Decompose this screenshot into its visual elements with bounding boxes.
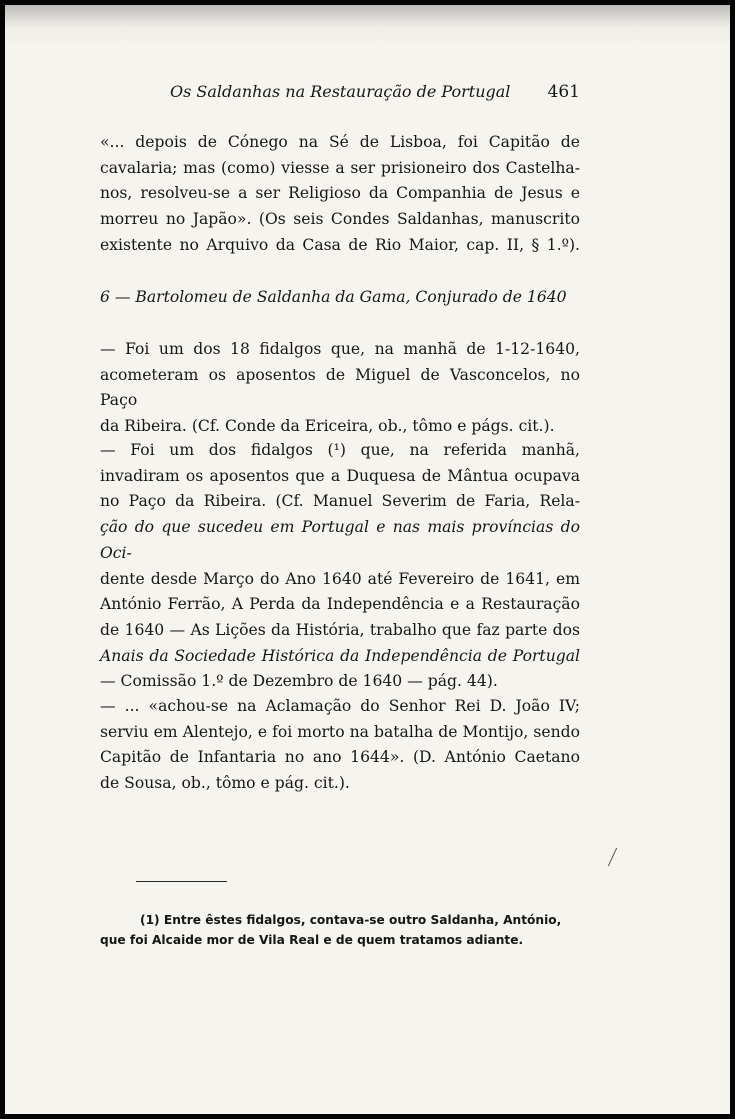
running-header: [100, 82, 580, 106]
paragraph-conspiracy: [100, 337, 580, 440]
text-line: cavalaria; mas (como) viesse a ser prisioneiro dos Castelha-: [100, 158, 580, 177]
scan-shadow: [5, 5, 730, 49]
text-line: nos, resolveu-se a ser Religioso da Companhia de Jesus e: [100, 184, 580, 203]
text-line: — Comissão 1.º de Dezembro de 1640 — pág. 44).: [100, 672, 498, 691]
page-number: 461: [547, 82, 580, 102]
paragraph-acclamation: [100, 694, 580, 797]
text-line: — ... «achou-se na Aclamação do Senhor Rei D. João IV;: [100, 697, 580, 715]
footnote-line: que foi Alcaide mor de Vila Real e de quem tratamos adiante.: [100, 933, 524, 947]
stray-pen-mark: [608, 848, 617, 867]
text-line: ção do que sucedeu em Portugal e nas mais províncias do Oci-: [100, 518, 580, 562]
text-line: invadiram os aposentos que a Duquesa de Mântua ocupava: [100, 466, 580, 485]
text-line: de Sousa, ob., tômo e pág. cit.).: [100, 774, 350, 793]
text-line: Capitão de Infantaria no ano 1644». (D. António Caetano: [100, 748, 580, 767]
footnote-line: (1) Entre êstes fidalgos, contava-se outro Saldanha, António,: [140, 913, 562, 927]
paragraph-monk-captain: [100, 130, 580, 259]
section-heading: 6 — Bartolomeu de Saldanha da Gama, Conjurado de 1640: [100, 288, 567, 306]
text-line: António Ferrão, A Perda da Independência e a Restauração: [100, 595, 580, 614]
paragraph-duchess-mantua: [100, 438, 580, 695]
footnotes: [100, 910, 580, 950]
text-line: — Foi um dos fidalgos (¹) que, na referida manhã,: [100, 441, 580, 459]
footnote-separator: [136, 881, 227, 882]
text-line: existente no Arquivo da Casa de Rio Maior, cap. II, § 1.º).: [100, 235, 580, 254]
text-line: dente desde Março do Ano 1640 até Fevereiro de 1641, em: [100, 569, 580, 588]
running-title: Os Saldanhas na Restauração de Portugal: [170, 82, 511, 101]
text-line: de 1640 — As Lições da História, trabalho que faz parte dos: [100, 620, 580, 639]
text-line: da Ribeira. (Cf. Conde da Ericeira, ob., tômo e págs. cit.).: [100, 417, 555, 436]
book-page: [5, 5, 730, 1114]
text-line: acometeram os aposentos de Miguel de Vasconcelos, no Paço: [100, 365, 580, 410]
text-line: no Paço da Ribeira. (Cf. Manuel Severim de Faria, Rela-: [100, 492, 580, 511]
text-line: Anais da Sociedade Histórica da Independência de Portugal: [100, 646, 580, 665]
text-line: «... depois de Cónego na Sé de Lisboa, foi Capitão de: [100, 133, 580, 151]
text-line: morreu no Japão». (Os seis Condes Saldanhas, manuscrito: [100, 210, 580, 229]
text-line: — Foi um dos 18 fidalgos que, na manhã de 1-12-1640,: [100, 340, 580, 358]
text-line: serviu em Alentejo, e foi morto na batalha de Montijo, sendo: [100, 722, 580, 741]
